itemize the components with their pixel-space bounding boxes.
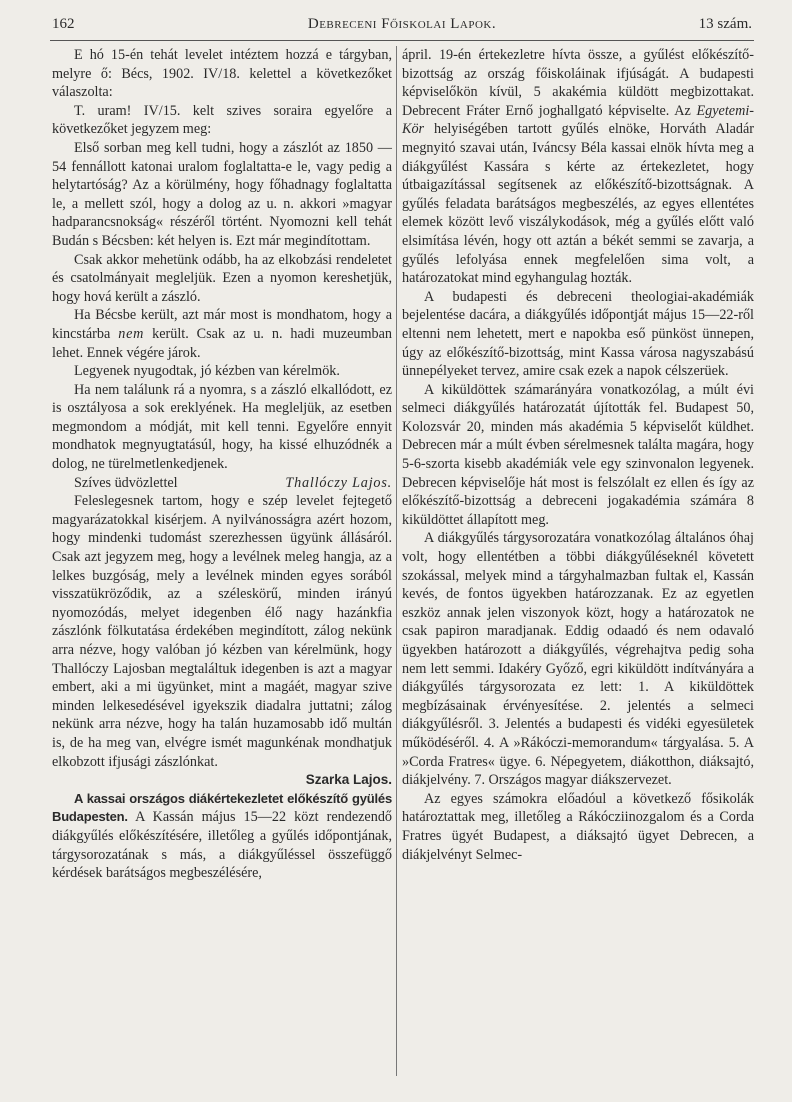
right-paragraph-1 (402, 46, 754, 288)
right-paragraph-1-start: ápril. 19-én értekezletre hívta össze, a gyűlést előkészítő-bizottság az ország főiskoláinak ifjúságát. A budapesti képviselőkön kívül, 5 akakémia küldött megbizottakat. Debrecent Fráter Ernő joghallgató képviselte. Az (402, 47, 754, 119)
article-heading: A kassai országos diákértekezletet előkészítő gyülés Budapesten. (52, 790, 392, 825)
right-paragraph-5: Az egyes számokra előadóul a következő fősikolák határoztattak meg, illetőleg a Rákócziinozgalom és a Corda Fratres ügyét Budapest, a diáksajtó ügyet Debrecen, a diákjelvényt Selmec- (402, 790, 754, 863)
left-paragraph-1: E hó 15-én tehát levelet intéztem hozzá e tárgyban, melyre ő: Bécs, 1902. IV/18. kelettel a következőket válaszolta: (52, 47, 392, 101)
left-paragraph-5 (52, 306, 392, 362)
left-paragraph-5-start: Ha Bécsbe került, azt már most is mondhatom, hogy a kincstárba (52, 307, 392, 342)
emphasis-nem: nem (118, 325, 145, 342)
issue-number: 13 szám. (698, 16, 752, 32)
left-paragraph-6: Legyenek nyugodtak, jó kézben van kérelmök. (74, 363, 340, 380)
greeting: Szíves üdvözlettel (74, 474, 178, 491)
left-paragraph-3: Első sorban meg kell tudni, hogy a zászlót az 1850 — 54 fennállott katonai uralom foglaltatta-e le, vagy pedig a helytartóság? Az a körülmény, hogy főhadnagy foglaltatta le, a mellett szól, hogy a dolog az u. n. akkori »magyar hadparancsnokság« részéről történt. Nyomozni kell tehát Budán s Bécsben: két helyen is. Ezt már megindítottam. (52, 139, 392, 249)
page-header (52, 16, 752, 36)
letter-closing (52, 474, 392, 493)
page-number: 162 (52, 16, 75, 32)
right-paragraph-4: A diákgyűlés tárgysorozatára vonatkozólag általános óhaj volt, hogy ellentétben a többi diákgyűléseknél követett szokással, melyek mind a tárgyhalmazban fultak el, Kassán kevés, de fontos ügyekben határozzanak. Ez az egyetlen eszköz annak jelen viszonyok közt, hogy a határozatok ne csak papiron maradjanak. Eddig odaadó és nem odavaló ügyekben határozott a diákgyűlés, végrehajtva pedig soha nem lett semmi. Idakéry Győző, egri kiküldött indítványára a diákgyűlés tárgysorozata ez lett: 1. A kiküldöttek megbízásainak érvényesítése. 2. jelentés a selmeci diákgyűlésről. 3. Jelentés a budapesti és vidéki egyesületek működéséről. 4. A »Rákóczi-memorandum« tárgyalása. 5. A »Corda Fratres« ügye. 6. Népegyetem, diákotthon, diáksajtó, diákjelvény. 7. Országos magyar diákszervezet. (402, 530, 754, 789)
left-paragraph-4: Csak akkor mehetünk odább, ha az elkobzási rendeletet és csatolmányait megleljük. Ezen a nyomon kereshetjük, hogy hová került a zászló. (52, 251, 392, 305)
column-divider (396, 46, 397, 1076)
journal-title: Debreceni Főiskolai Lapok. (307, 16, 497, 32)
article-body-start: A Kassán május 15—22 közt rendezendő diákgyűlés előkészítésére, illetőleg a gyűlés időpontjának, tárgysorozatának s más, a diákgyűléssel összefüggő kérdések barátságos megbeszélésére, (52, 809, 393, 882)
author-signature: Szarka Lajos. (305, 772, 392, 788)
right-paragraph-1-end: helyiségében tartott gyűlés elnöke, Horváth Aladár megnyitó szavai után, Iváncsy Béla kassai elnök hívta meg a diákgyűlést Kassára s kérte az értekezletet, hogy útbaigazítással segítsenek az előkészítő-bizottságnak. A gyűlés feladata barátságos megbeszélés, az egyes ellentétes elemek között levő viszálykodások, még a gyűlés előtt való elsimítása lévén, hogy ott aztán a békét semmi se zavarja, a gyűlés lefolyása ennek megfelelően sima volt, a határozatokat mind egyhangulag hozták. (402, 121, 754, 287)
left-paragraph-7: Ha nem találunk rá a nyomra, s a zászló elkallódott, ez is osztályosa a sok ereklyének. Ha megleljük, az esetben megmondom a módját, mit kell tenni. Egyelőre ennyit mondhatok megnyugtatásúl, hogy, ha kissé elhuzódnék a dolog, ne türelmetlenkedjenek. (52, 381, 392, 473)
left-paragraph-5-end: került. Csak az u. n. hadi muzeumban lehet. Ennek végére járok. (52, 325, 393, 361)
right-paragraph-3: A kiküldöttek számarányára vonatkozólag, a múlt évi selmeci diákgyűlés határozatát újították fel. Budapest 50, Kolozsvár 20, minden más akadémia 5 képviselőt küldhet. Debrecen már a múlt évben sérelmesnek találta magára, hogy 5-6-szorta kisebb akadémiák vele egy szinvonalon legyenek. Debrecen képviselője hát most is felszólalt ez ellen és így az előkészítő-bizottság a debreceni jogakadémia számára 8 kiküldöttet állapított meg. (402, 381, 754, 528)
emphasis-egyetemi-kor: Egyetemi-Kör (402, 102, 754, 138)
letter-signature: Thallóczy Lajos. (285, 474, 392, 491)
header-rule (50, 40, 754, 41)
left-column (52, 46, 392, 883)
left-paragraph-9: Feleslegesnek tartom, hogy e szép levelet fejtegető magyarázatokkal kisérjem. A nyilvánosságra azért hozom, hogy mindenki tudomást szerezhessen ügyünk állásáról. Csak azt jegyzem meg, hogy a levélnek meleg hangja, az a lelkes buzgóság, mely a levélnek minden egyes sorából visszatükröződik, az a széleskörű, minden irányú nyomozódás, melyet idegenben élő nagy hazánkfia zászlónk fölkutatása érdekében megindított, zálog nekünk arra nézve, hogy valóban jó kézben van kérelmünk, hogy Thallóczy Lajosban megtaláltuk idegenben is azt a magyar embert, aki a mi ügyünket, mint a magáét, magyar szive minden lelkesedésével igyekszik diadalra juttatni; zálog nekünk arra nézve, hogy ha talán huzamosabb idő multán is, de ha meg van, elvégre ismét magunkénak mondhatjuk elkobzott ifjusági zászlónkat. (52, 493, 392, 770)
left-paragraph-2: T. uram! IV/15. kelt szives soraira egyelőre a következőket jegyzem meg: (52, 102, 392, 138)
right-paragraph-2: A budapesti és debreceni theologiai-akadémiák bejelentése dacára, a diákgyűlés időpontját május 15—22-ről eltenni nem lehetett, mert e napokba eső pünköst ünnepen, úgy az előkészítő-bizottság, mint Kassa városa nagyszabású ünnepélyeket tervez, amire csak ezek a napok célszerüek. (402, 288, 754, 380)
right-column (402, 46, 754, 864)
article-paragraph (52, 790, 392, 883)
